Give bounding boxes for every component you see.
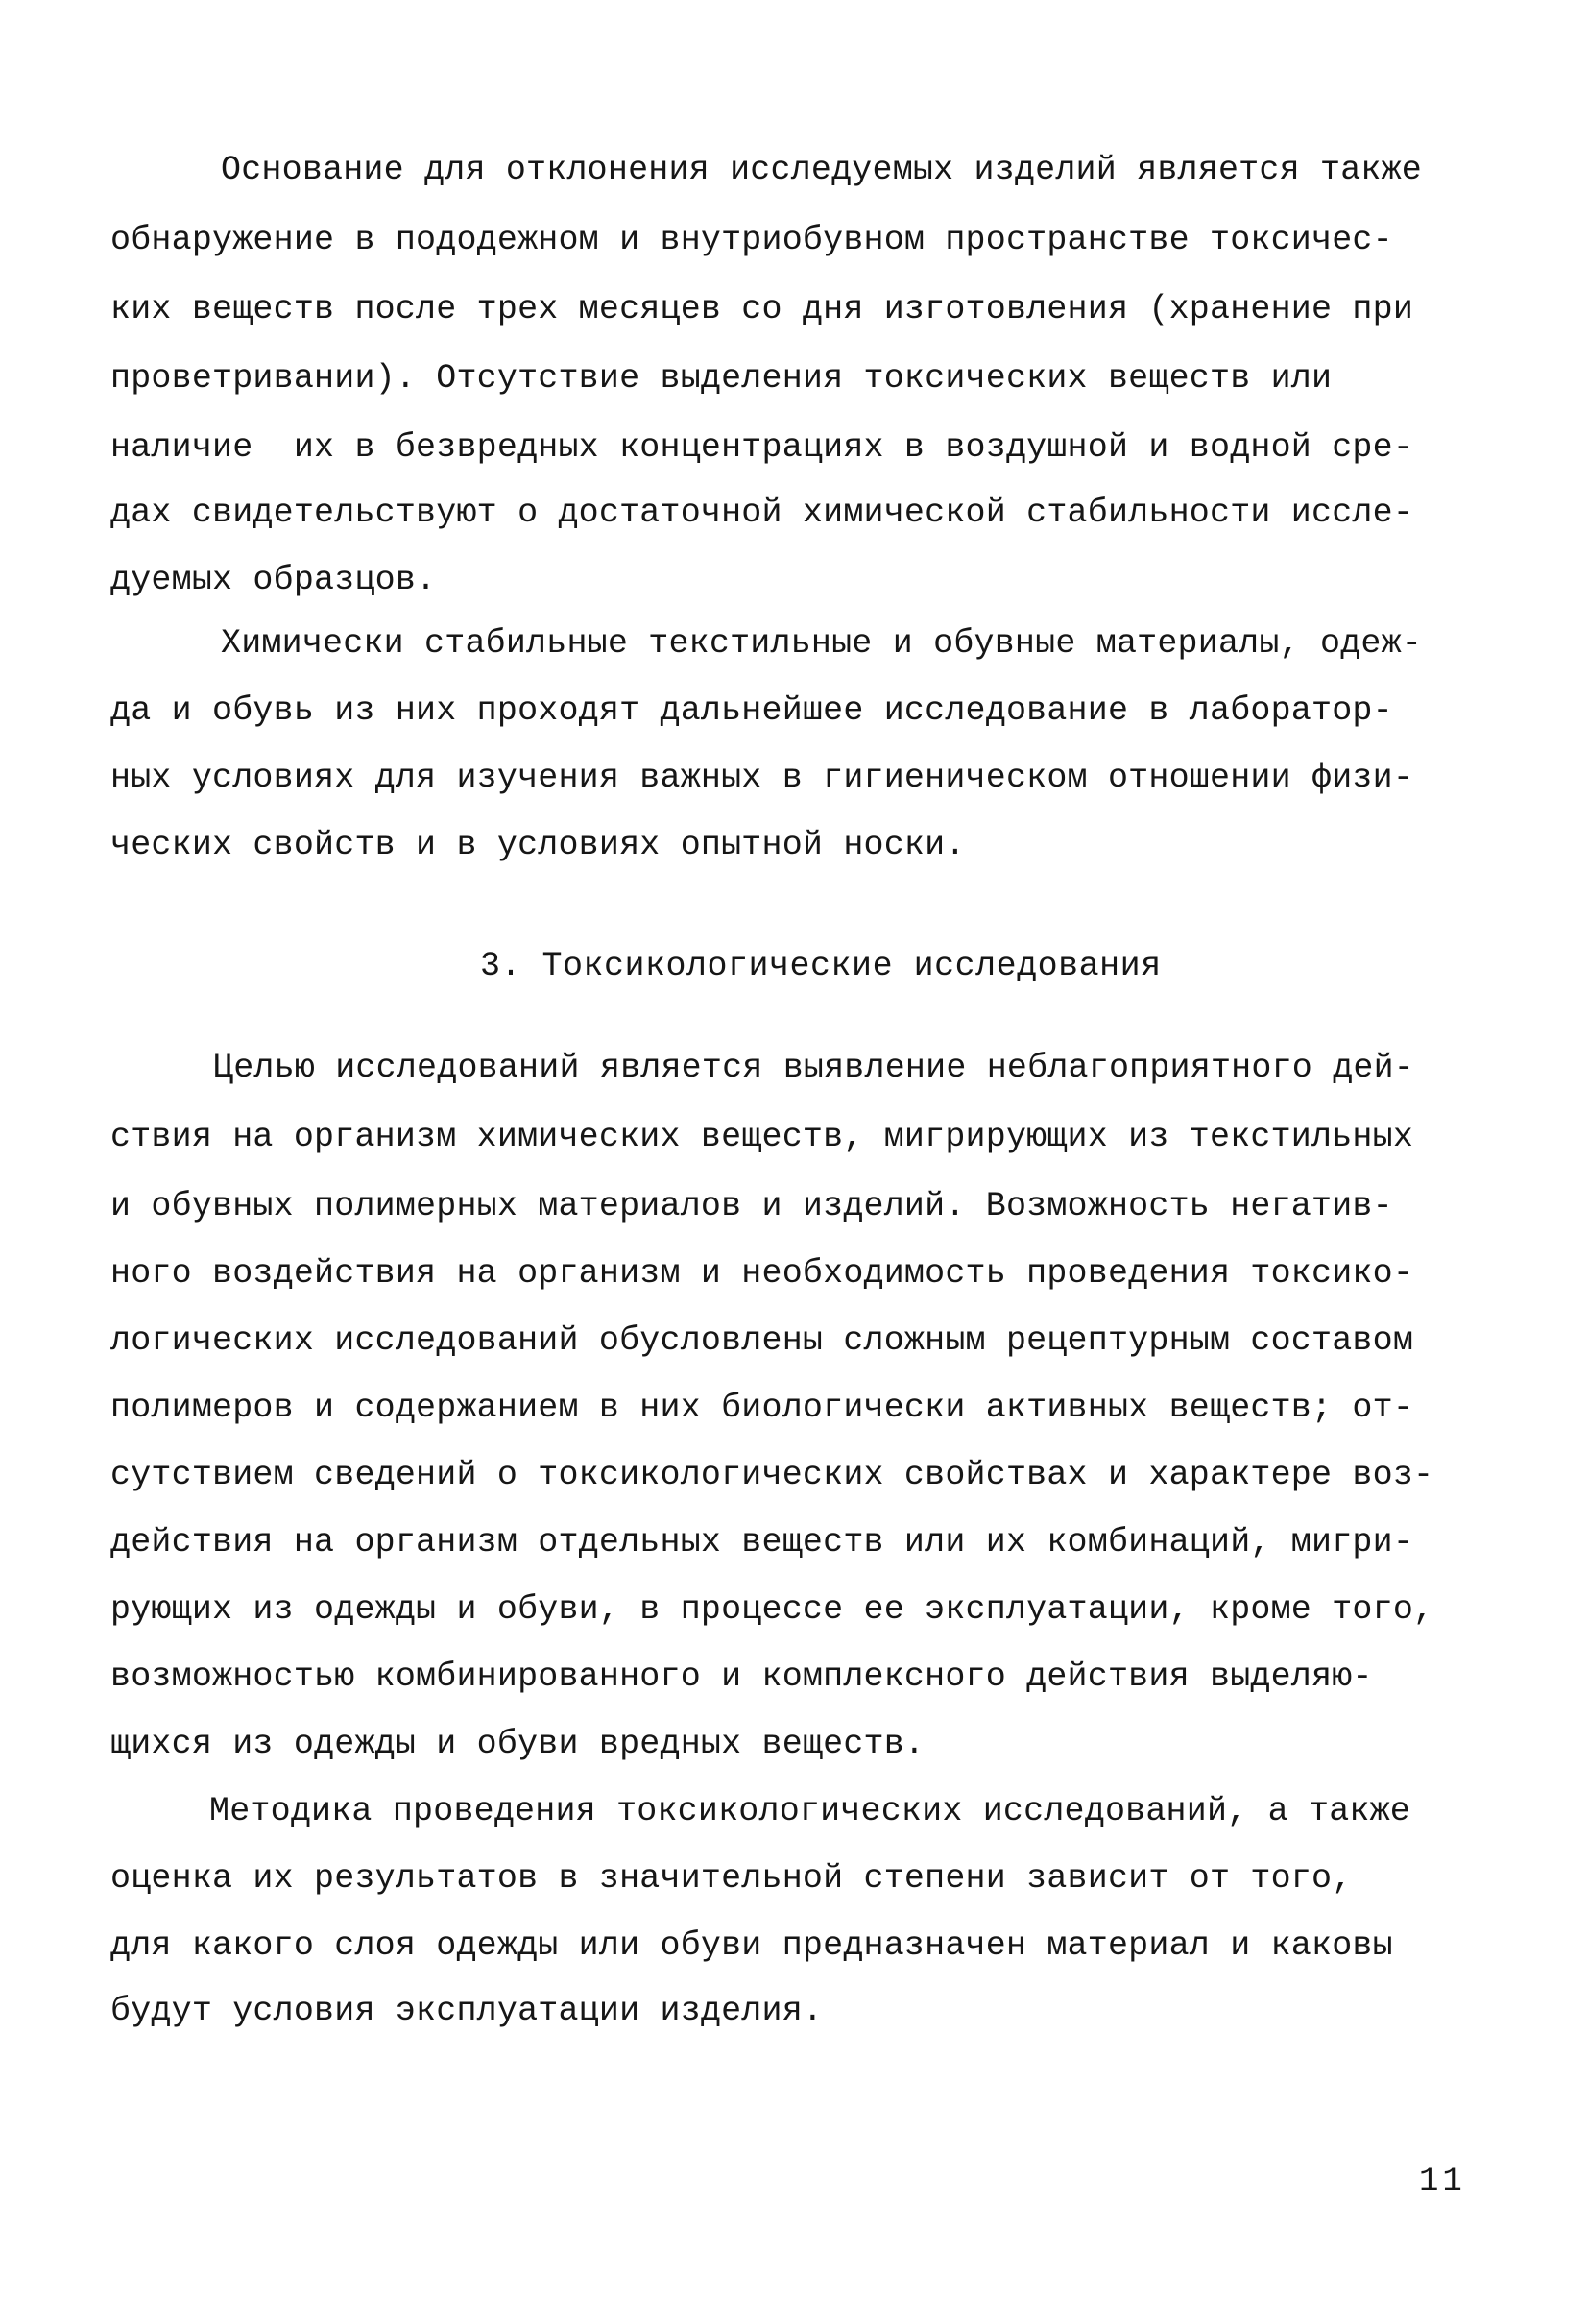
paragraph-4-line-1: Методика проведения токсикологических исследований, а также	[209, 1792, 1411, 1830]
paragraph-3-line-5: логических исследований обусловлены сложным рецептурным составом	[110, 1321, 1414, 1360]
paragraph-2-line-4: ческих свойств и в условиях опытной носки.	[110, 826, 966, 864]
page-number: 11	[1419, 2164, 1466, 2200]
paragraph-1-line-4: проветривании). Отсутствие выделения токсических веществ или	[110, 359, 1333, 398]
paragraph-4-line-4: будут условия эксплуатации изделия.	[110, 1992, 824, 2030]
paragraph-3-line-3: и обувных полимерных материалов и изделий. Возможность негатив-	[110, 1187, 1393, 1225]
paragraph-2-line-1: Химически стабильные текстильные и обувные материалы, одеж-	[221, 624, 1423, 663]
paragraph-1-line-1: Основание для отклонения исследуемых изделий является также	[221, 151, 1423, 189]
paragraph-3-line-1: Целью исследований является выявление неблагоприятного дей-	[213, 1049, 1415, 1087]
paragraph-3-line-11: щихся из одежды и обуви вредных веществ.	[110, 1725, 926, 1763]
paragraph-4-line-3: для какого слоя одежды или обуви предназначен материал и каковы	[110, 1926, 1393, 1965]
paragraph-3-line-4: ного воздействия на организм и необходимость проведения токсико-	[110, 1254, 1414, 1293]
paragraph-1-line-7: дуемых образцов.	[110, 561, 437, 599]
paragraph-3-line-9: рующих из одежды и обуви, в процессе ее эксплуатации, кроме того,	[110, 1590, 1434, 1629]
paragraph-3-line-8: действия на организм отдельных веществ или их комбинаций, мигри-	[110, 1523, 1414, 1561]
paragraph-3-line-6: полимеров и содержанием в них биологически активных веществ; от-	[110, 1389, 1414, 1427]
paragraph-4-line-2: оценка их результатов в значительной степени зависит от того,	[110, 1859, 1353, 1898]
paragraph-3-line-2: ствия на организм химических веществ, мигрирующих из текстильных	[110, 1118, 1414, 1156]
paragraph-1-line-5: наличие их в безвредных концентрациях в воздушной и водной сре-	[110, 428, 1414, 467]
section-heading: 3. Токсикологические исследования	[480, 947, 1162, 985]
paragraph-1-line-2: обнаружение в пододежном и внутриобувном пространстве токсичес-	[110, 221, 1393, 259]
paragraph-1-line-6: дах свидетельствуют о достаточной химической стабильности иссле-	[110, 494, 1414, 532]
paragraph-2-line-2: да и обувь из них проходят дальнейшее исследование в лаборатор-	[110, 691, 1393, 730]
paragraph-2-line-3: ных условиях для изучения важных в гигиеническом отношении физи-	[110, 759, 1414, 797]
paragraph-3-line-10: возможностью комбинированного и комплексного действия выделяю-	[110, 1658, 1373, 1696]
paragraph-3-line-7: сутствием сведений о токсикологических свойствах и характере воз-	[110, 1456, 1434, 1494]
paragraph-1-line-3: ких веществ после трех месяцев со дня изготовления (хранение при	[110, 290, 1414, 328]
